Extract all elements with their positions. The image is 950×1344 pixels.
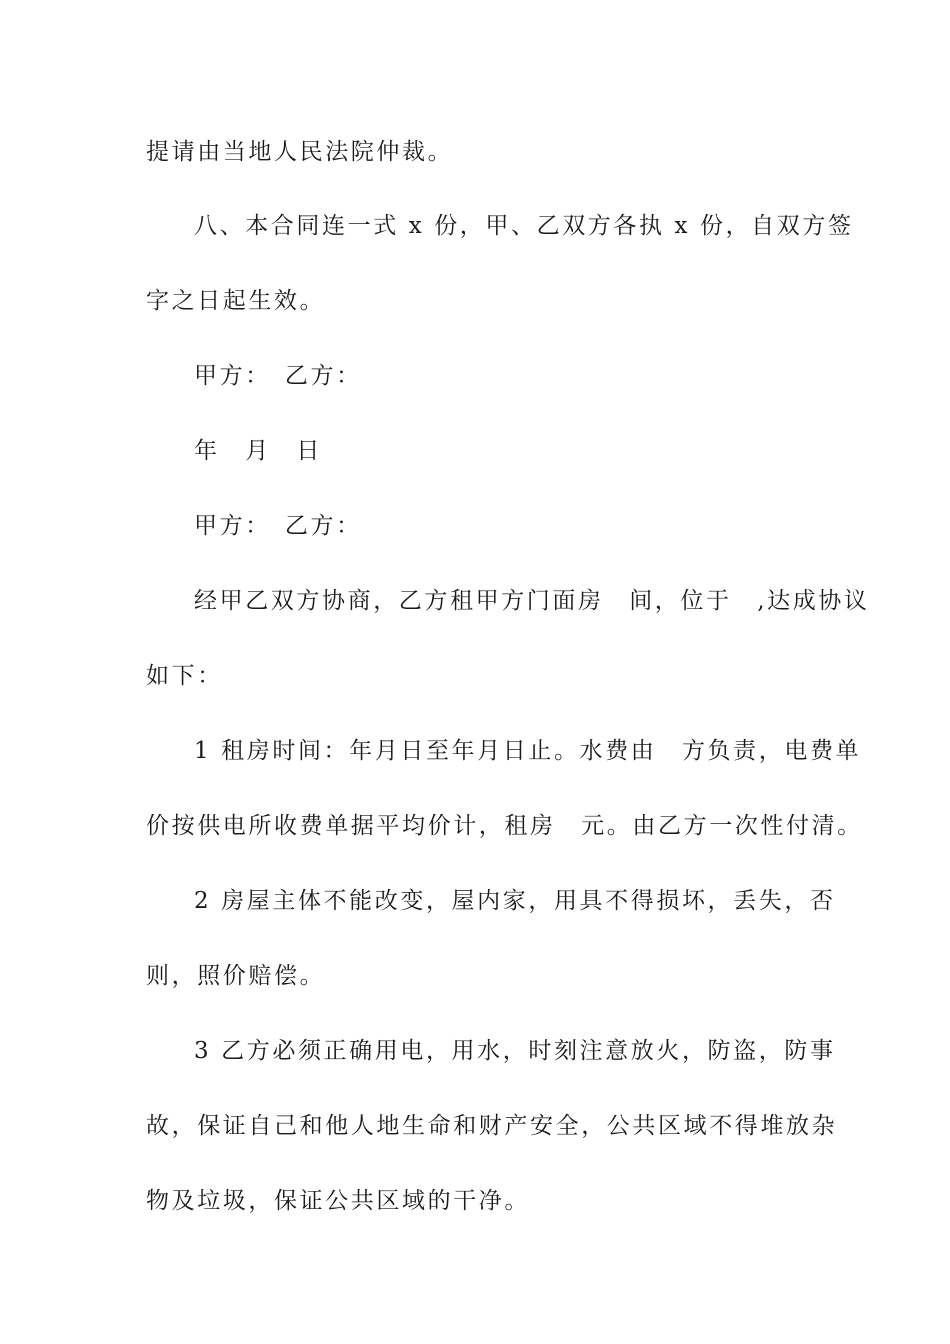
text-line-arbitration-end: 提请由当地人民法院仲裁。	[146, 139, 454, 165]
text-line-clause-8: 八、本合同连一式 x 份，甲、乙双方各执 x 份，自双方签	[194, 213, 854, 239]
text-line-clause-8-cont: 字之日起生效。	[146, 288, 326, 314]
signature-date: 年 月 日	[194, 438, 322, 464]
text-line-intro: 经甲乙双方协商，乙方租甲方门面房 间，位于 ,达成协议	[194, 588, 870, 614]
text-line-item-2: 2 房屋主体不能改变，屋内家，用具不得损坏，丢失，否	[194, 888, 836, 914]
text-line-intro-cont: 如下：	[146, 663, 223, 689]
signature-parties-1: 甲方： 乙方：	[194, 363, 362, 389]
text-line-item-3-cont-2: 物及垃圾，保证公共区域的干净。	[146, 1188, 530, 1214]
text-line-item-1: 1 租房时间：年月日至年月日止。水费由 方负责，电费单	[194, 738, 862, 764]
text-line-item-3: 3 乙方必须正确用电，用水，时刻注意放火，防盗，防事	[194, 1038, 836, 1064]
text-line-item-3-cont-1: 故，保证自己和他人地生命和财产安全，公共区域不得堆放杂	[146, 1113, 838, 1139]
text-line-item-1-cont: 价按供电所收费单据平均价计，租房 元。由乙方一次性付清。	[146, 813, 863, 839]
signature-parties-2: 甲方： 乙方：	[194, 513, 362, 539]
text-line-item-2-cont: 则，照价赔偿。	[146, 963, 326, 989]
